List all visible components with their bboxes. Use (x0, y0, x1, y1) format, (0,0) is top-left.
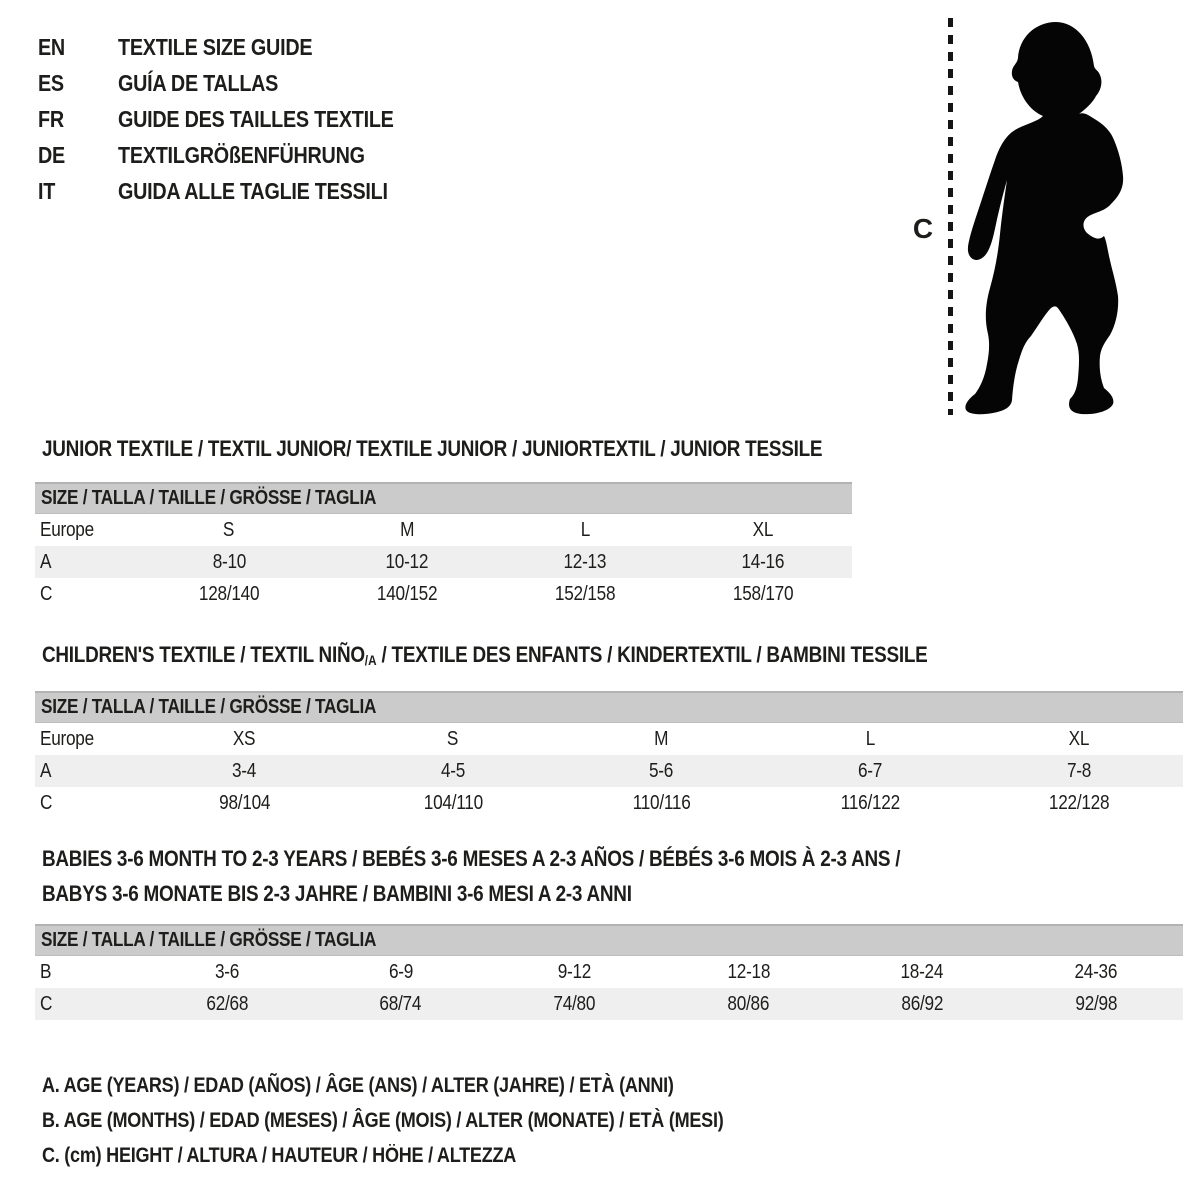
babies-section-heading-line1: BABIES 3-6 MONTH TO 2-3 YEARS / BEBÉS 3-6 MESES A 2-3 AÑOS / BÉBÉS 3-6 MOIS À 2-3 ANS / (42, 846, 901, 871)
cell: 6-7 (858, 759, 883, 782)
cell: 140/152 (376, 582, 438, 605)
cell: 12-18 (727, 960, 770, 983)
cell: 6-9 (388, 960, 413, 983)
lang-title: GUIDE DES TAILLES TEXTILE (118, 105, 394, 132)
cell: 24-36 (1074, 960, 1118, 983)
height-measure-label: C (912, 213, 934, 244)
cell: 80/86 (727, 992, 770, 1015)
row-label: C (40, 791, 53, 814)
cell: 7-8 (1066, 759, 1091, 782)
row-label: A (40, 550, 52, 573)
row-label: A (40, 759, 52, 782)
height-measure-dashed-line (948, 18, 953, 415)
junior-size-table (35, 482, 852, 610)
cell: 86/92 (901, 992, 944, 1015)
cell: 14-16 (741, 550, 785, 573)
cell: L (580, 518, 590, 541)
cell: 74/80 (553, 992, 596, 1015)
lang-title: GUIDA ALLE TAGLIE TESSILI (118, 177, 388, 204)
cell: 116/122 (840, 791, 900, 814)
row-label: C (40, 582, 53, 605)
cell: 152/158 (554, 582, 616, 605)
table-row-height (35, 787, 1183, 819)
cell: 18-24 (900, 960, 944, 983)
row-label: Europe (40, 727, 94, 750)
lang-title: TEXTILGRÖßENFÜHRUNG (118, 141, 365, 168)
table-row-height (35, 578, 852, 610)
size-bar: SIZE / TALLA / TAILLE / GRÖSSE / TAGLIA (35, 691, 1183, 723)
row-label: Europe (40, 518, 94, 541)
table-row-age-months (35, 956, 1183, 988)
table-row-europe (35, 723, 1183, 755)
cell: 5-6 (649, 759, 674, 782)
cell: 110/116 (632, 791, 691, 814)
babies-section-heading-line2: BABYS 3-6 MONATE BIS 2-3 JAHRE / BAMBINI 3-6 MESI A 2-3 ANNI (42, 881, 632, 906)
lang-title: GUÍA DE TALLAS (118, 69, 279, 96)
lang-row-es (38, 65, 439, 101)
children-section-heading: CHILDREN'S TEXTILE / TEXTIL $NIÑO_{/A}$ / TEXTILE DES ENFANTS / KINDERTEXTIL / BAMBINI TESSILE (42, 642, 928, 668)
cell: 4-5 (440, 759, 465, 782)
cell: S (447, 727, 459, 750)
lang-title: TEXTILE SIZE GUIDE (118, 33, 313, 60)
row-label: B (40, 960, 52, 983)
children-size-table (35, 691, 1183, 819)
cell: 104/110 (423, 791, 483, 814)
language-title-list (38, 29, 439, 209)
cell: S (223, 518, 235, 541)
cell: XL (752, 518, 774, 541)
cell: 158/170 (732, 582, 794, 605)
lang-code: EN (38, 33, 65, 60)
lang-row-de (38, 137, 439, 173)
cell: M (654, 727, 669, 750)
cell: 3-4 (232, 759, 257, 782)
cell: 8-10 (212, 550, 246, 573)
junior-section-heading: JUNIOR TEXTILE / TEXTIL JUNIOR/ TEXTILE JUNIOR / JUNIORTEXTIL / JUNIOR TESSILE (42, 436, 823, 461)
babies-size-table (35, 924, 1183, 1020)
cell: 92/98 (1075, 992, 1117, 1015)
cell: 122/128 (1048, 791, 1109, 814)
measurement-legend (42, 1068, 834, 1173)
table-row-age (35, 546, 852, 578)
lang-code: DE (38, 141, 65, 168)
lang-code: ES (38, 69, 64, 96)
cell: M (399, 518, 415, 541)
cell: 128/140 (198, 582, 260, 605)
legend-b: B. AGE (MONTHS) / EDAD (MESES) / ÂGE (MOIS) / ALTER (MONATE) / ETÀ (MESI) (42, 1108, 724, 1132)
cell: L (865, 727, 875, 750)
lang-row-it (38, 173, 439, 209)
row-label: C (40, 992, 53, 1015)
nino-a-subscript: /A (364, 653, 377, 668)
legend-a: A. AGE (YEARS) / EDAD (AÑOS) / ÂGE (ANS) / ALTER (JAHRE) / ETÀ (ANNI) (42, 1073, 674, 1097)
cell: XL (1068, 727, 1089, 750)
table-row-height (35, 988, 1183, 1020)
cell: 98/104 (218, 791, 270, 814)
table-row-europe (35, 514, 852, 546)
lang-row-en (38, 29, 439, 65)
cell: 3-6 (214, 960, 239, 983)
cell: 10-12 (385, 550, 429, 573)
lang-row-fr (38, 101, 439, 137)
lang-code: IT (38, 177, 56, 204)
toddler-silhouette (963, 18, 1138, 416)
table-row-age (35, 755, 1183, 787)
size-bar: SIZE / TALLA / TAILLE / GRÖSSE / TAGLIA (35, 924, 1183, 956)
legend-c: C. (cm) HEIGHT / ALTURA / HAUTEUR / HÖHE / ALTEZZA (42, 1143, 517, 1167)
cell: XS (233, 727, 256, 750)
cell: 9-12 (557, 960, 592, 983)
cell: 68/74 (379, 992, 422, 1015)
lang-code: FR (38, 105, 64, 132)
size-bar: SIZE / TALLA / TAILLE / GRÖSSE / TAGLIA (35, 482, 852, 514)
cell: 12-13 (563, 550, 607, 573)
cell: 62/68 (206, 992, 248, 1015)
